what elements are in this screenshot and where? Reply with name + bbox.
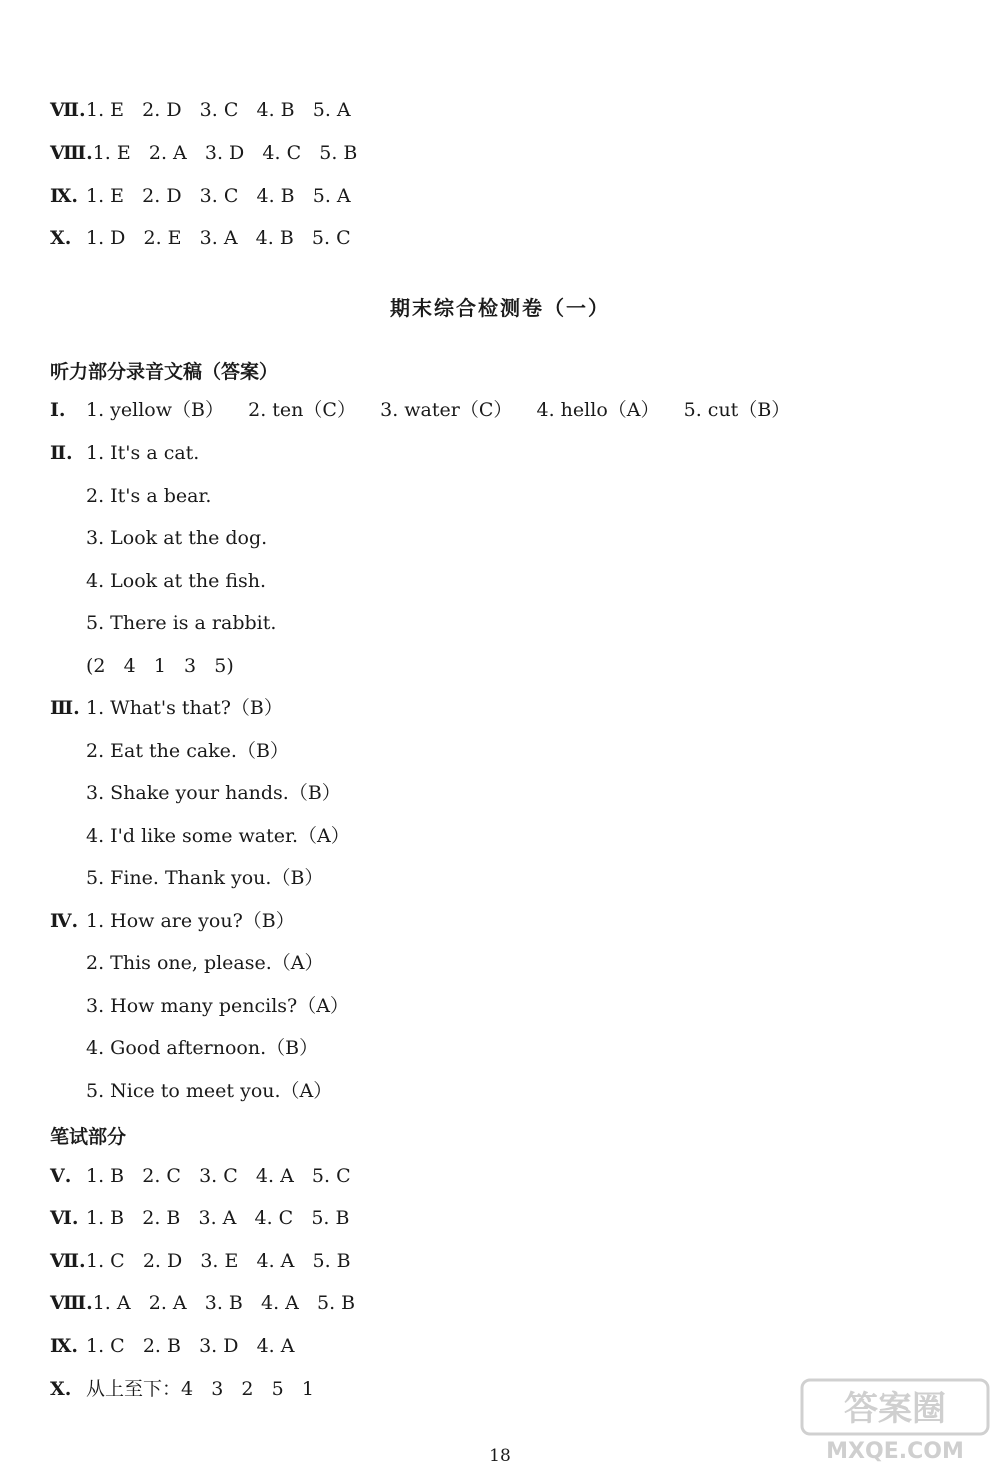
answer-row-9: [50, 184, 351, 208]
roman-numeral: Ⅱ.: [50, 442, 73, 464]
answer-text: 1. C 2. B 3. D 4. A: [86, 1335, 295, 1357]
roman-numeral: Ⅷ.: [50, 142, 93, 164]
answer-text: 1. B 2. C 3. C 4. A 5. C: [86, 1165, 351, 1187]
roman-numeral: Ⅰ.: [50, 399, 66, 421]
list-item: 2. This one, please.（A）: [86, 952, 324, 974]
list-item: 3. How many pencils?（A）: [86, 995, 349, 1017]
written-row-10: [50, 1377, 314, 1401]
answer-text: 1. E 2. A 3. D 4. C 5. B: [92, 142, 358, 164]
written-row-8: [50, 1291, 355, 1315]
answer-text: 1. E 2. D 3. C 4. B 5. A: [86, 185, 351, 207]
listening-2-row: [50, 441, 199, 465]
roman-numeral: Ⅸ.: [50, 185, 79, 207]
answer-text: 1. E 2. D 3. C 4. B 5. A: [86, 99, 351, 121]
list-item: 3. Shake your hands.（B）: [86, 782, 341, 804]
listening-section-header: 听力部分录音文稿（答案）: [50, 361, 279, 383]
written-row-9: [50, 1334, 294, 1358]
listening-4-row: [50, 909, 295, 933]
written-row-6: [50, 1206, 349, 1230]
answer-text: 从上至下：4 3 2 5 1: [86, 1378, 314, 1400]
list-item: 5. Fine. Thank you.（B）: [86, 867, 324, 889]
answer-text: 1. yellow（B） 2. ten（C） 3. water（C） 4. hello（A） 5. cut（B）: [86, 399, 791, 421]
written-row-5: [50, 1164, 351, 1188]
listening-3-row: [50, 696, 283, 720]
list-item: 5. Nice to meet you.（A）: [86, 1080, 333, 1102]
svg-text:答案圈: 答案圈: [844, 1389, 946, 1429]
watermark-logo: [800, 1378, 990, 1464]
list-item: 3. Look at the dog.: [86, 527, 268, 549]
list-item: 4. Look at the fish.: [86, 570, 267, 592]
roman-numeral: Ⅹ.: [50, 227, 72, 249]
listening-1-row: [50, 398, 790, 422]
written-row-7: [50, 1249, 351, 1273]
list-item: 4. I'd like some water.（A）: [86, 825, 350, 847]
roman-numeral: Ⅷ.: [50, 1292, 93, 1314]
page-title: 期末综合检测卷（一）: [390, 296, 610, 320]
list-item: 5. There is a rabbit.: [86, 612, 277, 634]
roman-numeral: Ⅵ.: [50, 1207, 79, 1229]
roman-numeral: Ⅳ.: [50, 910, 79, 932]
list-item: 2. It's a bear.: [86, 485, 212, 507]
roman-numeral: Ⅶ.: [50, 99, 86, 121]
roman-numeral: Ⅶ.: [50, 1250, 86, 1272]
watermark-graphic: [800, 1378, 990, 1464]
roman-numeral: Ⅴ.: [50, 1165, 72, 1187]
answer-text: 1. C 2. D 3. E 4. A 5. B: [86, 1250, 351, 1272]
answer-text: 1. D 2. E 3. A 4. B 5. C: [86, 227, 351, 249]
answer-text: 1. A 2. A 3. B 4. A 5. B: [92, 1292, 356, 1314]
answer-row-7: [50, 98, 351, 122]
roman-numeral: Ⅹ.: [50, 1378, 72, 1400]
list-item: 4. Good afternoon.（B）: [86, 1037, 319, 1059]
list-item: 1. It's a cat.: [86, 442, 200, 464]
roman-numeral: Ⅸ.: [50, 1335, 79, 1357]
page-number: 18: [489, 1446, 511, 1466]
order-answer: (2 4 1 3 5): [86, 655, 234, 677]
answer-row-8: [50, 141, 357, 165]
answer-text: 1. B 2. B 3. A 4. C 5. B: [86, 1207, 350, 1229]
answer-row-10: [50, 226, 351, 250]
roman-numeral: Ⅲ.: [50, 697, 80, 719]
list-item: 2. Eat the cake.（B）: [86, 740, 289, 762]
svg-text:MXQE.COM: MXQE.COM: [826, 1439, 964, 1464]
list-item: 1. What's that?（B）: [86, 697, 283, 719]
list-item: 1. How are you?（B）: [86, 910, 295, 932]
written-section-header: 笔试部分: [50, 1126, 127, 1148]
